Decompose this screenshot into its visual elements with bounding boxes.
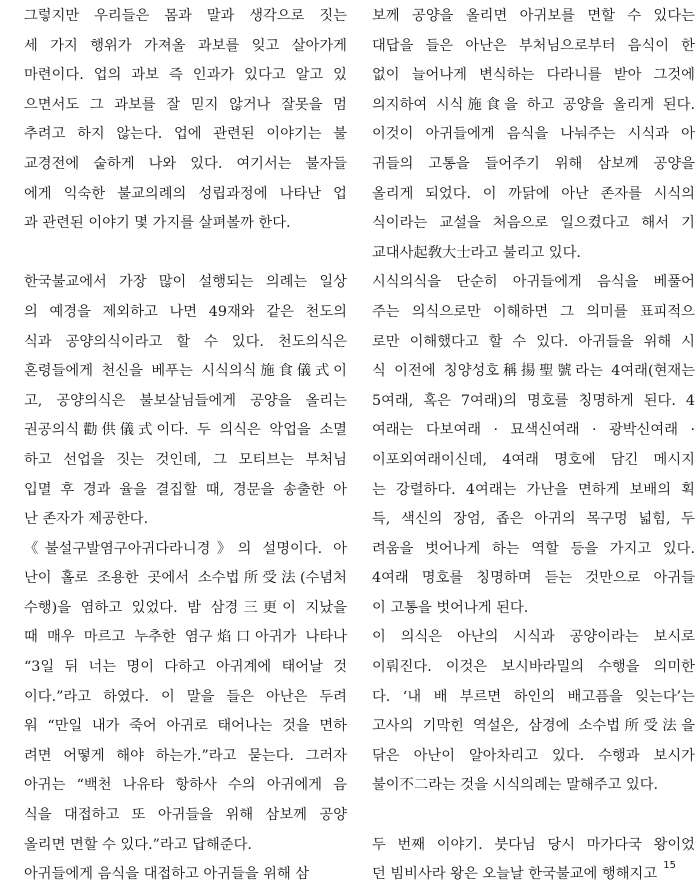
text-line: 이것이 아귀들에게 음식을 나눠주는 시식과 아 (372, 126, 695, 143)
page-number: 15 (663, 860, 676, 871)
text-line: 식이라는 교설을 처음으로 일으켰다고 해서 기 (372, 215, 695, 232)
text-line: 교대사起敎大士라고 불리고 있다. (372, 244, 581, 261)
text-line: 한국불교에서 가장 많이 설행되는 의례는 일상 (24, 274, 347, 291)
text-line: 아귀들에게 음식을 대접하고 아귀들을 위해 삼 (24, 866, 310, 883)
text-line: 혼령들에게 천신을 베푸는 시식의식施食儀式이 (24, 363, 347, 380)
text-line: 워 “만일 내가 죽어 아귀로 태어나는 것을 면하 (24, 718, 347, 735)
text-line: 권공의식勸供儀式이다. 두 의식은 악업을 소멸 (24, 422, 347, 439)
text-line: 닦은 아난이 알아차리고 있다. 수행과 보시가 (372, 747, 695, 764)
left-text-column (24, 2, 347, 885)
text-line: 5여래, 혹은 7여래)의 명호를 칭명하게 된다. 4 (372, 392, 695, 409)
text-line: 이다.”라고 하였다. 이 말을 들은 아난은 두려 (24, 688, 347, 705)
text-line: 려움을 벗어나게 하는 역할 등을 가지고 있다. (372, 540, 695, 557)
text-line: 교경전에 숱하게 나와 있다. 여기서는 불자들 (24, 155, 347, 172)
text-line: 《불설구발염구아귀다라니경》의 설명이다. 아 (24, 540, 347, 557)
text-line: 아귀는 “백천 나유타 항하사 수의 아귀에게 음 (24, 777, 347, 794)
text-line: 으면서도 그 과보를 잘 믿지 않거나 잘못을 멈 (24, 96, 347, 113)
text-line: 의 예경을 제외하고 나면 49재와 같은 천도의 (24, 303, 347, 320)
text-line: 주는 의식으로만 이해하면 그 의미를 표피적으 (372, 303, 695, 320)
text-line: 던 빔비사라 왕은 오늘날 한국불교에 행해지고 (372, 866, 658, 883)
text-line: 이포외여래이신데, 4여래 명호에 담긴 메시지 (372, 451, 695, 468)
text-line: 고사의 기막힌 역설은, 삼경에 소수법所受法을 (372, 718, 695, 735)
text-line: 이 고통을 벗어나게 된다. (372, 599, 529, 616)
text-line: 추려고 하지 않는다. 업에 관련된 이야기는 불 (24, 126, 347, 143)
paragraph-break (372, 801, 695, 831)
text-line: 다. ‘내 배 부르면 하인의 배고픔을 잊는다’는 (372, 688, 695, 705)
text-line: 보께 공양을 올리면 아귀보를 면할 수 있다는 (372, 8, 695, 24)
text-line: 에게 익숙한 불교의례의 성립과정에 나타난 업 (24, 185, 347, 202)
text-line: 려면 어떻게 해야 하는가.”라고 묻는다. 그러자 (24, 747, 347, 764)
text-line: 하고 선업을 짓는 것인데, 그 모티브는 부처님 (24, 451, 347, 468)
text-line: 귀들의 고통을 들어주기 위해 삼보께 공양을 (372, 155, 695, 172)
text-line: 난이 홀로 조용한 곳에서 소수법所受法(수념처 (24, 570, 347, 587)
text-line: 불이不二라는 것을 시식의례는 말해주고 있다. (372, 777, 659, 794)
text-line: 없이 늘어나게 변식하는 다라니를 받아 그것에 (372, 67, 695, 84)
text-line: 식 이전에 칭양성호稱揚聖號라는 4여래(현재는 (372, 363, 695, 380)
text-line: 대답을 들은 아난은 부처님으로부터 음식이 한 (372, 37, 695, 54)
text-line: 과 관련된 이야기 몇 가지를 살펴볼까 한다. (24, 215, 291, 232)
text-line: “3일 뒤 너는 명이 다하고 아귀계에 태어날 것 (24, 659, 347, 676)
text-line: 그렇지만 우리들은 몸과 말과 생각으로 짓는 (24, 8, 347, 24)
text-line: 올리게 되었다. 이 까닭에 아난 존자를 시식의 (372, 185, 695, 202)
right-text-column (372, 2, 695, 885)
text-line: 올리면 면할 수 있다.”라고 답해준다. (24, 836, 252, 853)
text-line: 때 매우 마르고 누추한 염구焰口아귀가 나타나 (24, 629, 347, 646)
text-line: 는 강렬하다. 4여래는 가난을 면하게 보배의 획 (372, 481, 695, 498)
text-line: 로만 이해했다고 할 수 있다. 아귀들을 위해 시 (372, 333, 695, 350)
text-line: 이뤄진다. 이것은 보시바라밀의 수행을 의미한 (372, 659, 695, 676)
text-line: 식을 대접하고 또 아귀들을 위해 삼보께 공양 (24, 807, 347, 824)
paragraph-break (24, 239, 347, 269)
text-line: 입멸 후 경과 율을 결집할 때, 경문을 송출한 아 (24, 481, 347, 498)
text-line: 마련이다. 업의 과보 즉 인과가 있다고 알고 있 (24, 67, 347, 84)
text-line: 난 존자가 제공한다. (24, 511, 149, 528)
text-line: 득, 색신의 장엄, 좁은 아귀의 목구멍 넓힘, 두 (372, 511, 695, 528)
text-line: 의지하여 시식施食을 하고 공양을 올리게 된다. (372, 96, 695, 113)
text-line: 고, 공양의식은 불보살님들에게 공양을 올리는 (24, 392, 347, 409)
text-line: 세 가지 행위가 가져올 과보를 잊고 살아가게 (24, 37, 347, 54)
text-line: 식과 공양의식이라고 할 수 있다. 천도의식은 (24, 333, 347, 350)
text-line: 두 번째 이야기. 붓다님 당시 마가다국 왕이었 (372, 836, 695, 853)
text-line: 여래는 다보여래 · 묘색신여래 · 광박신여래 · (372, 422, 695, 439)
text-line: 4여래 명호를 칭명하며 듣는 것만으로 아귀들 (372, 570, 695, 587)
text-line: 이 의식은 아난의 시식과 공양이라는 보시로 (372, 629, 695, 646)
text-line: 시식의식을 단순히 아귀들에게 음식을 베풀어 (372, 274, 695, 291)
text-line: 수행)을 염하고 있었다. 밤 삼경三更이 지났을 (24, 599, 347, 616)
